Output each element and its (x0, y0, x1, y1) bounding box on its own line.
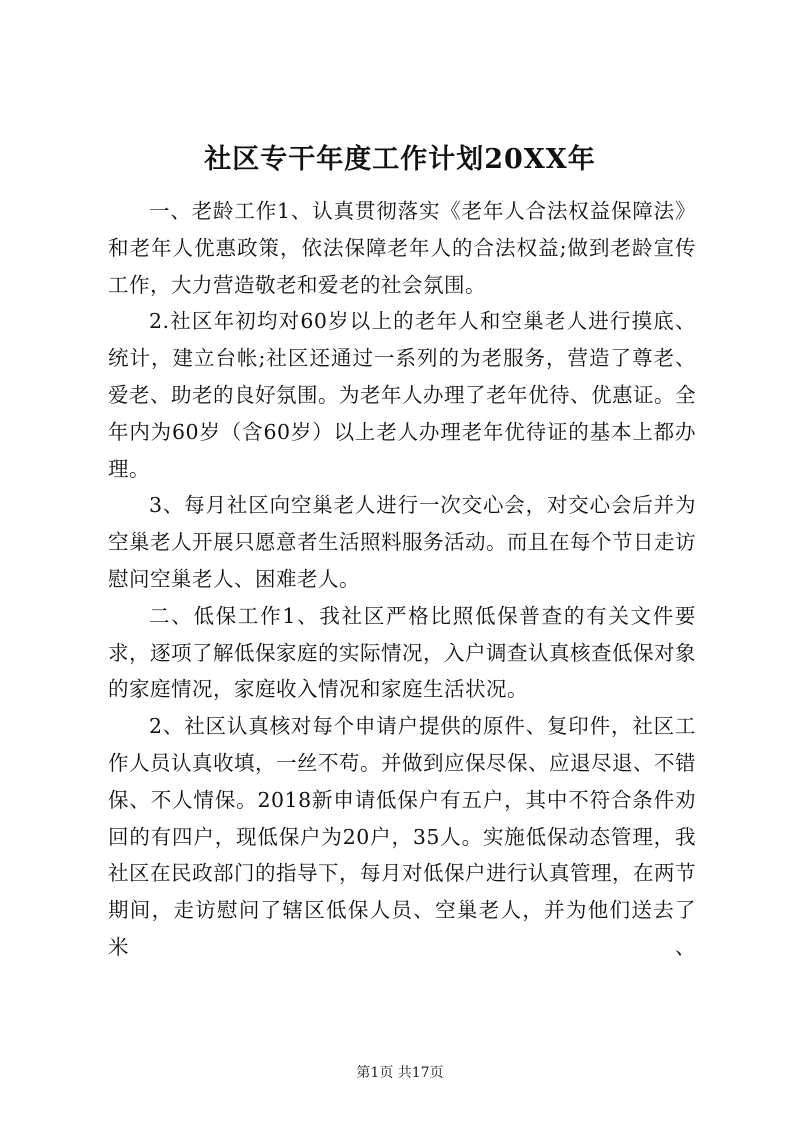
paragraph-elderly-work-1: 一、老龄工作1、认真贯彻落实《老年人合法权益保障法》和老年人优惠政策，依法保障老年人的合法权益;做到老龄宣传工作，大力营造敬老和爱老的社会氛围。 (108, 199, 696, 297)
paragraph-low-income-work-1: 二、低保工作1、我社区严格比照低保普查的有关文件要求，逐项了解低保家庭的实际情况，入户调查认真核查低保对象的家庭情况，家庭收入情况和家庭生活状况。 (108, 603, 696, 702)
document-title: 社区专干年度工作计划20XX年 (204, 144, 596, 175)
page-number: 第1页 共17页 (356, 1065, 444, 1081)
document-body (108, 193, 696, 966)
paragraph-elderly-work-2: 2.社区年初均对60岁以上的老年人和空巢老人进行摸底、统计，建立台帐;社区还通过一系列的为老服务，营造了尊老、爱老、助老的良好氛围。为老年人办理了老年优待、优惠证。全年内为60岁（含60岁）以上老人办理老年优待证的基本上都办理。 (108, 309, 696, 481)
paragraph-elderly-work-3: 3、每月社区向空巢老人进行一次交心会，对交心会后并为空巢老人开展只愿意者生活照料服务活动。而且在每个节日走访慰问空巢老人、困难老人。 (108, 493, 696, 591)
paragraph-low-income-work-2: 2、社区认真核对每个申请户提供的原件、复印件，社区工作人员认真收填，一丝不苟。并做到应保尽保、应退尽退、不错保、不人情保。2018新申请低保户有五户，其中不符合条件劝回的有四户，现低保户为20户，35人。实施低保动态管理，我社区在民政部门的指导下，每月对低保户进行认真管理，在两节期间，走访慰问了辖区低保人员、空巢老人，并为他们送去了米、 (108, 714, 696, 959)
